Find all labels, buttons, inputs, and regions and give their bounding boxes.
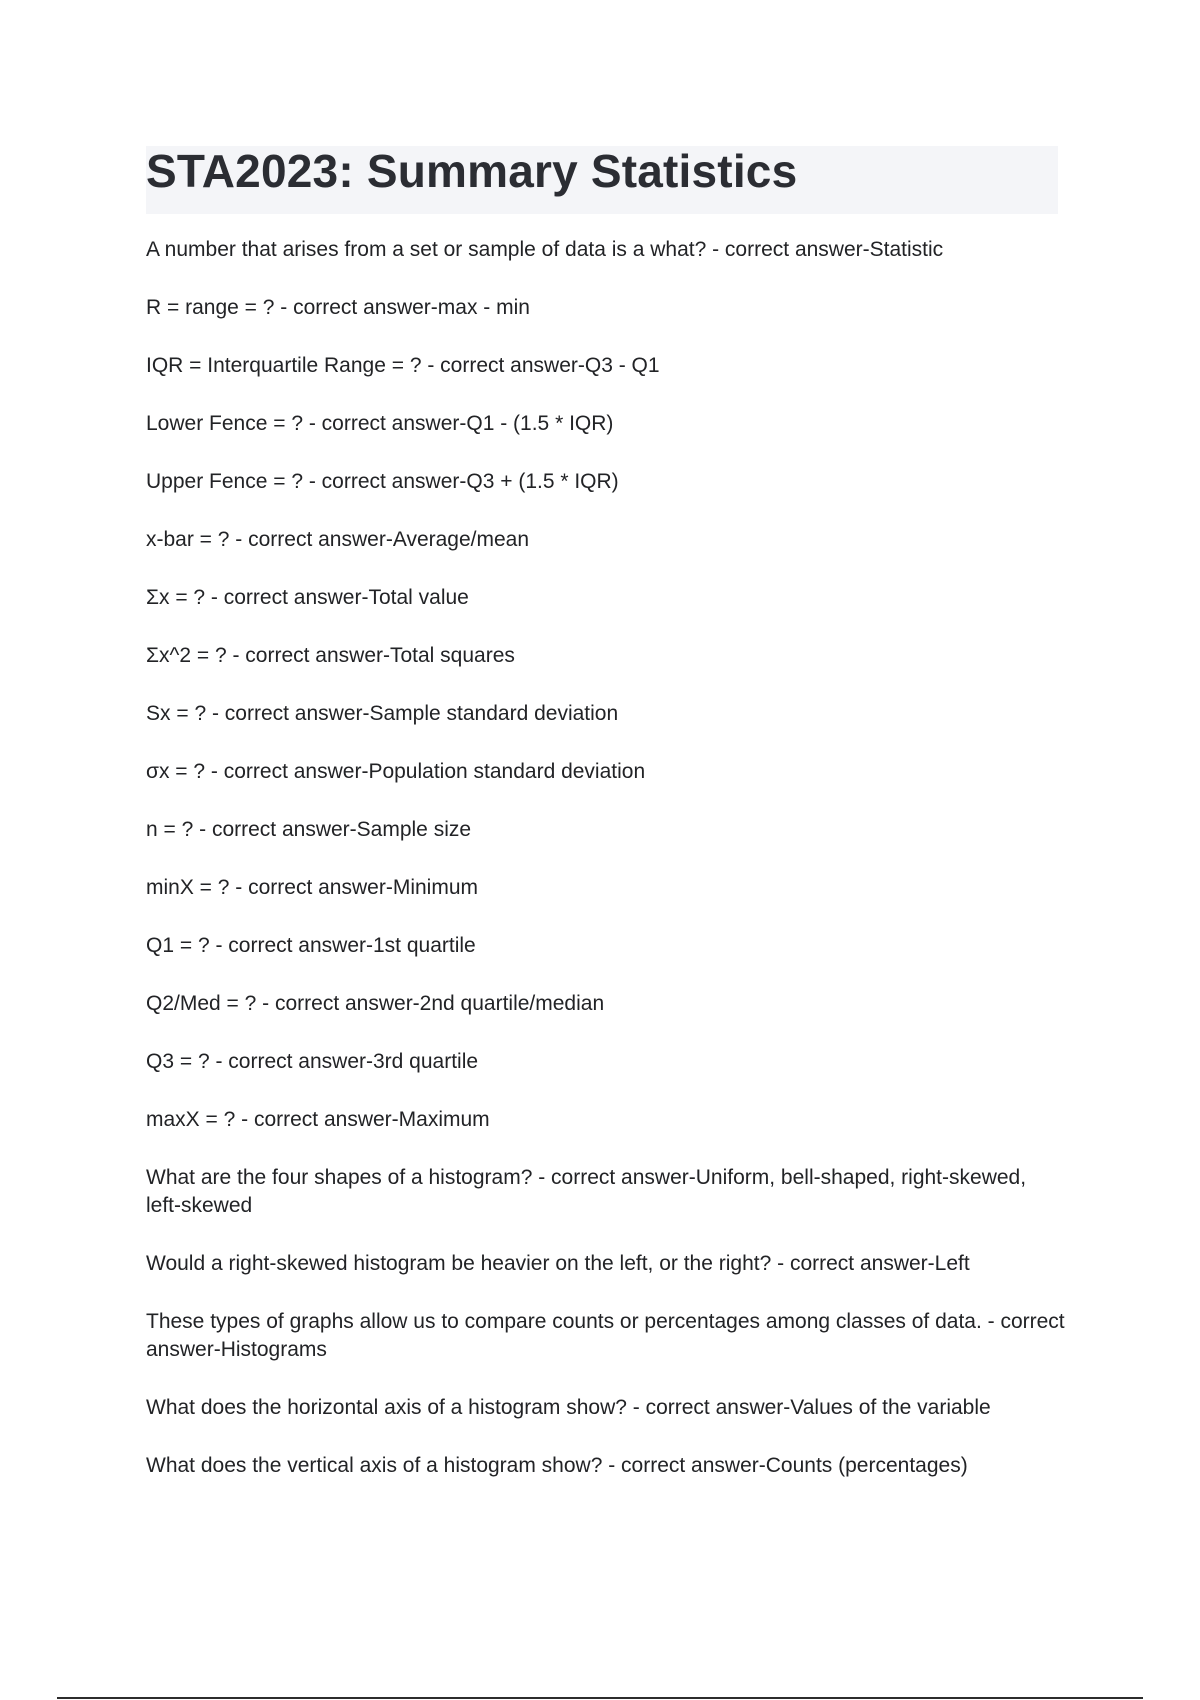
qa-item-q3: Q3 = ? - correct answer-3rd quartile — [146, 1050, 479, 1073]
qa-item-vertical-axis: What does the vertical axis of a histogram show? - correct answer-Counts (percentages) — [146, 1454, 968, 1477]
qa-item-histogram-shapes: What are the four shapes of a histogram? - correct answer-Uniform, bell-shaped, right-skewed, left-skewed — [146, 1166, 1027, 1217]
title-banner — [146, 146, 1058, 214]
document-title: STA2023: Summary Statistics — [146, 145, 798, 197]
qa-item-statistic: A number that arises from a set or sample of data is a what? - correct answer-Statistic — [146, 238, 944, 261]
qa-item-lower-fence: Lower Fence = ? - correct answer-Q1 - (1.5 * IQR) — [146, 412, 614, 435]
qa-item-q2-median: Q2/Med = ? - correct answer-2nd quartile/median — [146, 992, 605, 1015]
qa-item-iqr: IQR = Interquartile Range = ? - correct answer-Q3 - Q1 — [146, 354, 660, 377]
qa-item-range: R = range = ? - correct answer-max - min — [146, 296, 530, 319]
qa-item-sum-x-squared: Σx^2 = ? - correct answer-Total squares — [146, 644, 515, 667]
qa-item-upper-fence: Upper Fence = ? - correct answer-Q3 + (1.5 * IQR) — [146, 470, 619, 493]
qa-item-horizontal-axis: What does the horizontal axis of a histogram show? - correct answer-Values of the variable — [146, 1396, 991, 1419]
qa-item-sum-x: Σx = ? - correct answer-Total value — [146, 586, 469, 609]
qa-item-sample-size: n = ? - correct answer-Sample size — [146, 818, 472, 841]
qa-item-q1: Q1 = ? - correct answer-1st quartile — [146, 934, 476, 957]
qa-item-right-skewed: Would a right-skewed histogram be heavier on the left, or the right? - correct answer-Left — [146, 1252, 970, 1275]
qa-list — [146, 236, 1066, 1510]
footer-divider — [57, 1697, 1143, 1699]
qa-item-histograms: These types of graphs allow us to compare counts or percentages among classes of data. - correct answer-Histograms — [146, 1310, 1065, 1361]
qa-item-x-bar: x-bar = ? - correct answer-Average/mean — [146, 528, 530, 551]
qa-item-maximum: maxX = ? - correct answer-Maximum — [146, 1108, 490, 1131]
qa-item-sample-sd: Sx = ? - correct answer-Sample standard deviation — [146, 702, 619, 725]
qa-item-minimum: minX = ? - correct answer-Minimum — [146, 876, 478, 899]
qa-item-population-sd: σx = ? - correct answer-Population standard deviation — [146, 760, 646, 783]
